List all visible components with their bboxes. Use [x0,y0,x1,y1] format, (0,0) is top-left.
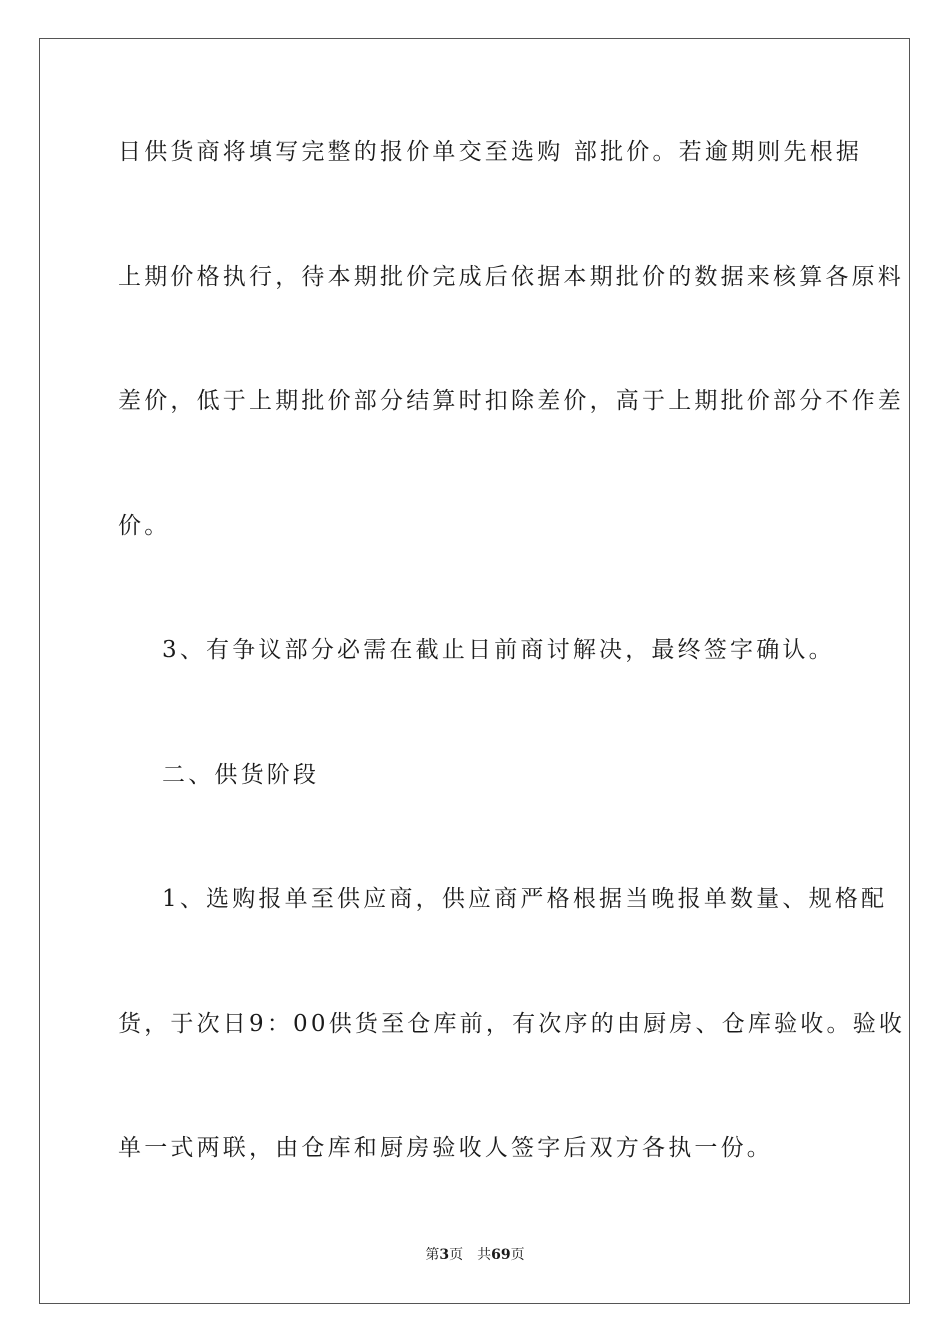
body-line-4: 价。 [118,513,171,539]
footer-page-suffix: 页 [449,1247,464,1263]
page-footer [0,1246,950,1264]
body-line-2: 上期价格执行，待本期批价完成后依据本期批价的数据来核算各原料 [118,264,904,290]
footer-page-prefix: 第 [425,1247,440,1263]
page-border [39,38,910,1304]
body-line-7: 1、选购报单至供应商，供应商严格根据当晚报单数量、规格配 [162,886,888,912]
footer-total-suffix: 页 [510,1247,525,1263]
body-line-8: 货，于次日9：00供货至仓库前，有次序的由厨房、仓库验收。验收 [118,1011,906,1037]
footer-page-number: 3 [439,1247,450,1263]
body-line-3: 差价，低于上期批价部分结算时扣除差价，高于上期批价部分不作差 [118,388,904,414]
body-line-5: 3、有争议部分必需在截止日前商讨解决，最终签字确认。 [162,637,835,663]
footer-total-pages: 69 [491,1247,511,1263]
body-line-9: 单一式两联，由仓库和厨房验收人签字后双方各执一份。 [118,1135,773,1161]
body-line-1: 日供货商将填写完整的报价单交至选购 部批价。若逾期则先根据 [118,139,863,165]
section-heading: 二、供货阶段 [162,762,320,788]
footer-total-prefix: 共 [477,1247,492,1263]
